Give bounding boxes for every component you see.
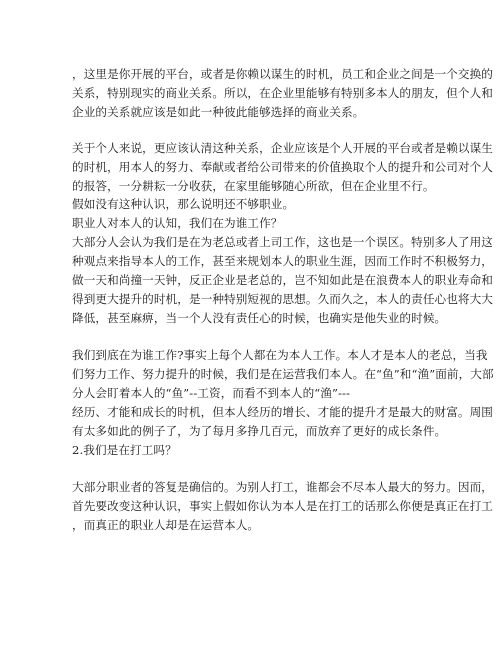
text-line: 分人会盯着本人的“鱼”--工资，而看不到本人的“渔”--- <box>72 386 351 400</box>
text-line: ，这里是你开展的平台，或者是你赖以谋生的时机，员工和企业之间是一个交换的 <box>72 67 493 81</box>
text-line: 做一天和尚撞一天钟，反正企业是老总的，岂不知如此是在浪费本人的职业寿命和 <box>72 273 493 287</box>
text-line: 大部分人会认为我们是在为老总或者上司工作，这也是一个误区。特别多人了用这 <box>72 235 493 249</box>
text-line: 降低，甚至麻痹，当一个人没有责任心的时候，也确实是他失业的时候。 <box>72 311 447 325</box>
text-line: 的时机，用本人的努力、奉献或者给公司带来的价值换取个人的提升和公司对个人 <box>72 160 493 174</box>
section-heading: 2.我们是在打工吗？ <box>72 443 177 457</box>
text-line: 假如没有这种认识，那么说明还不够职业。 <box>72 197 295 211</box>
text-line: 有太多如此的例子了，为了每月多挣几百元，而放弃了更好的成长条件。 <box>72 424 447 438</box>
text-line: 经历、才能和成长的时机，但本人经历的增长、才能的提升才是最大的财富。周围 <box>72 405 493 419</box>
text-line: ，而真正的职业人却是在运营本人。 <box>72 518 260 532</box>
text-line: 企业的关系就应该是如此一种彼此能够选择的商业关系。 <box>72 105 365 119</box>
text-line: 首先要改变这种认识，事实上假如你认为本人是在打工的话那么你便是真正在打工 <box>72 499 493 513</box>
text-line: 得到更大提升的时机，是一种特别短视的思想。久而久之，本人的责任心也将大大 <box>72 292 493 306</box>
text-line: 关系，特别现实的商业关系。所以，在企业里能够有特别多本人的朋友，但个人和 <box>72 86 493 100</box>
section-heading: 职业人对本人的认知，我们在为谁工作？ <box>72 216 283 230</box>
text-line: 我们到底在为谁工作?事实上每个人都在为本人工作。本人才是本人的老总，当我 <box>72 348 488 362</box>
text-line: 大部分职业者的答复是确信的。为别人打工，谁都会不尽本人最大的努力。因而， <box>72 480 493 494</box>
text-line: 关于个人来说，更应该认清这种关系，企业应该是个人开展的平台或者是赖以谋生 <box>72 141 493 155</box>
text-line: 种观点来指导本人的工作，甚至来规划本人的职业生涯，因而工作时不积极努力， <box>72 254 493 268</box>
text-line: 们努力工作、努力提升的时候，我们是在运营我们本人。在“鱼”和“渔”面前，大部 <box>72 367 494 381</box>
text-line: 的报答，一分耕耘一分收获，在家里能够随心所欲，但在企业里不行。 <box>72 179 435 193</box>
